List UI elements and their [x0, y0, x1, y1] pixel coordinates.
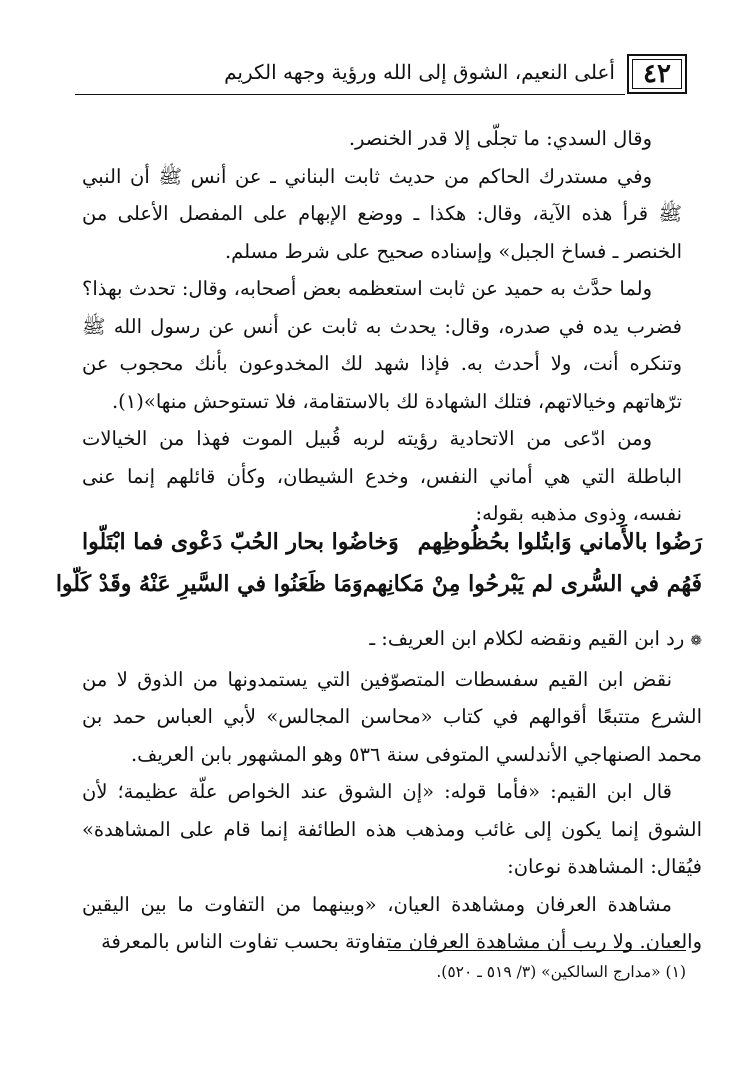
- paragraph: وفي مستدرك الحاكم من حديث ثابت البناني ـ عن أنس ﷺ أن النبي ﷺ قرأ هذه الآية، وقال: هكذا ـ ووضع الإبهام على المفصل الأعلى من الخنصر ـ فساخ الجبل» وإسناده صحيح على شرط مسلم.: [82, 164, 682, 263]
- running-title: أعلى النعيم، الشوق إلى الله ورؤية وجهه الكريم: [224, 60, 615, 84]
- paragraph: وقال السدي: ما تجلّى إلا قدر الخنصر.: [348, 127, 652, 150]
- paragraph: نقض ابن القيم سفسطات المتصوّفين التي يستمدونها من الذوق لا من الشرع متتبعًا أقوالهم في كتاب «محاسن المجالس» لأبي العباس حمد بن محمد الصنهاجي الأندلسي المتوفى سنة ٥٣٦ وهو المشهور بابن العريف.: [82, 667, 702, 766]
- footnote: (١) «مدارج السالكين» (٣/ ٥١٩ ـ ٥٢٠).: [436, 963, 686, 981]
- body-text-top: [82, 120, 682, 533]
- hemistich-second: وَمَا ظَعَنُوا في السَّيرِ عَنْهُ وقَدْ كَلّوا: [55, 571, 363, 597]
- page-number-box: [627, 54, 687, 94]
- paragraph: قال ابن القيم: «فأما قوله: «إن الشوق عند الخواص علّة عظيمة؛ لأن الشوق إنما يكون إلى غائب ومذهب هذه الطائفة إنما قام على المشاهدة» فيُقال: المشاهدة نوعان:: [82, 780, 702, 878]
- section-heading-text: رد ابن القيم ونقضه لكلام ابن العريف: ـ: [369, 627, 685, 650]
- page-number: ٤٢: [643, 59, 671, 89]
- paragraph: مشاهدة العرفان ومشاهدة العيان، «وبينهما من التفاوت ما بين اليقين والعيان. ولا ريب أن مشاهدة العرفان متفاوتة بحسب تفاوت الناس بالمعرفة: [82, 892, 702, 953]
- section-heading: [82, 620, 702, 661]
- hemistich-first: فَهُم في السُّرى لم يَبْرحُوا مِنْ مَكانِهم: [362, 571, 702, 597]
- flower-bullet-icon: ❁: [690, 633, 702, 649]
- header-rule: [75, 94, 625, 95]
- hemistich-first: رَضُوا بالأَماني وَابتُلوا بحُظُوظِهم: [417, 529, 702, 555]
- poem-verse: [82, 522, 702, 564]
- page-header: [75, 50, 687, 102]
- poem-verse: [55, 564, 702, 606]
- body-text-bottom: [82, 620, 702, 961]
- paragraph: ولما حدَّث به حميد عن ثابت استعظمه بعض أصحابه، وقال: تحدث بهذا؟ فضرب يده في صدره، وقال: يحدث به ثابت عن أنس عن رسول الله ﷺ وتنكره أنت، ولا أحدث به. فإذا شهد لك المخدوعون بأنك محجوب عن ترّهاتهم وخيالاتهم، فتلك الشهادة لك بالاستقامة، فلا تستوحش منها»(١).: [82, 277, 682, 413]
- hemistich-second: وَخاضُوا بحار الحُبّ دَعْوى فما ابْتَلّوا: [82, 529, 399, 555]
- paragraph: ومن ادّعى من الاتحادية رؤيته لربه قُبيل الموت فهذا من الخيالات الباطلة التي هي أماني النفس، وخدع الشيطان، وكأن قائلهم إنما عنى نفسه، وذوى مذهبه بقوله:: [82, 427, 682, 525]
- footnote-rule: [388, 950, 686, 951]
- poem: [55, 522, 702, 606]
